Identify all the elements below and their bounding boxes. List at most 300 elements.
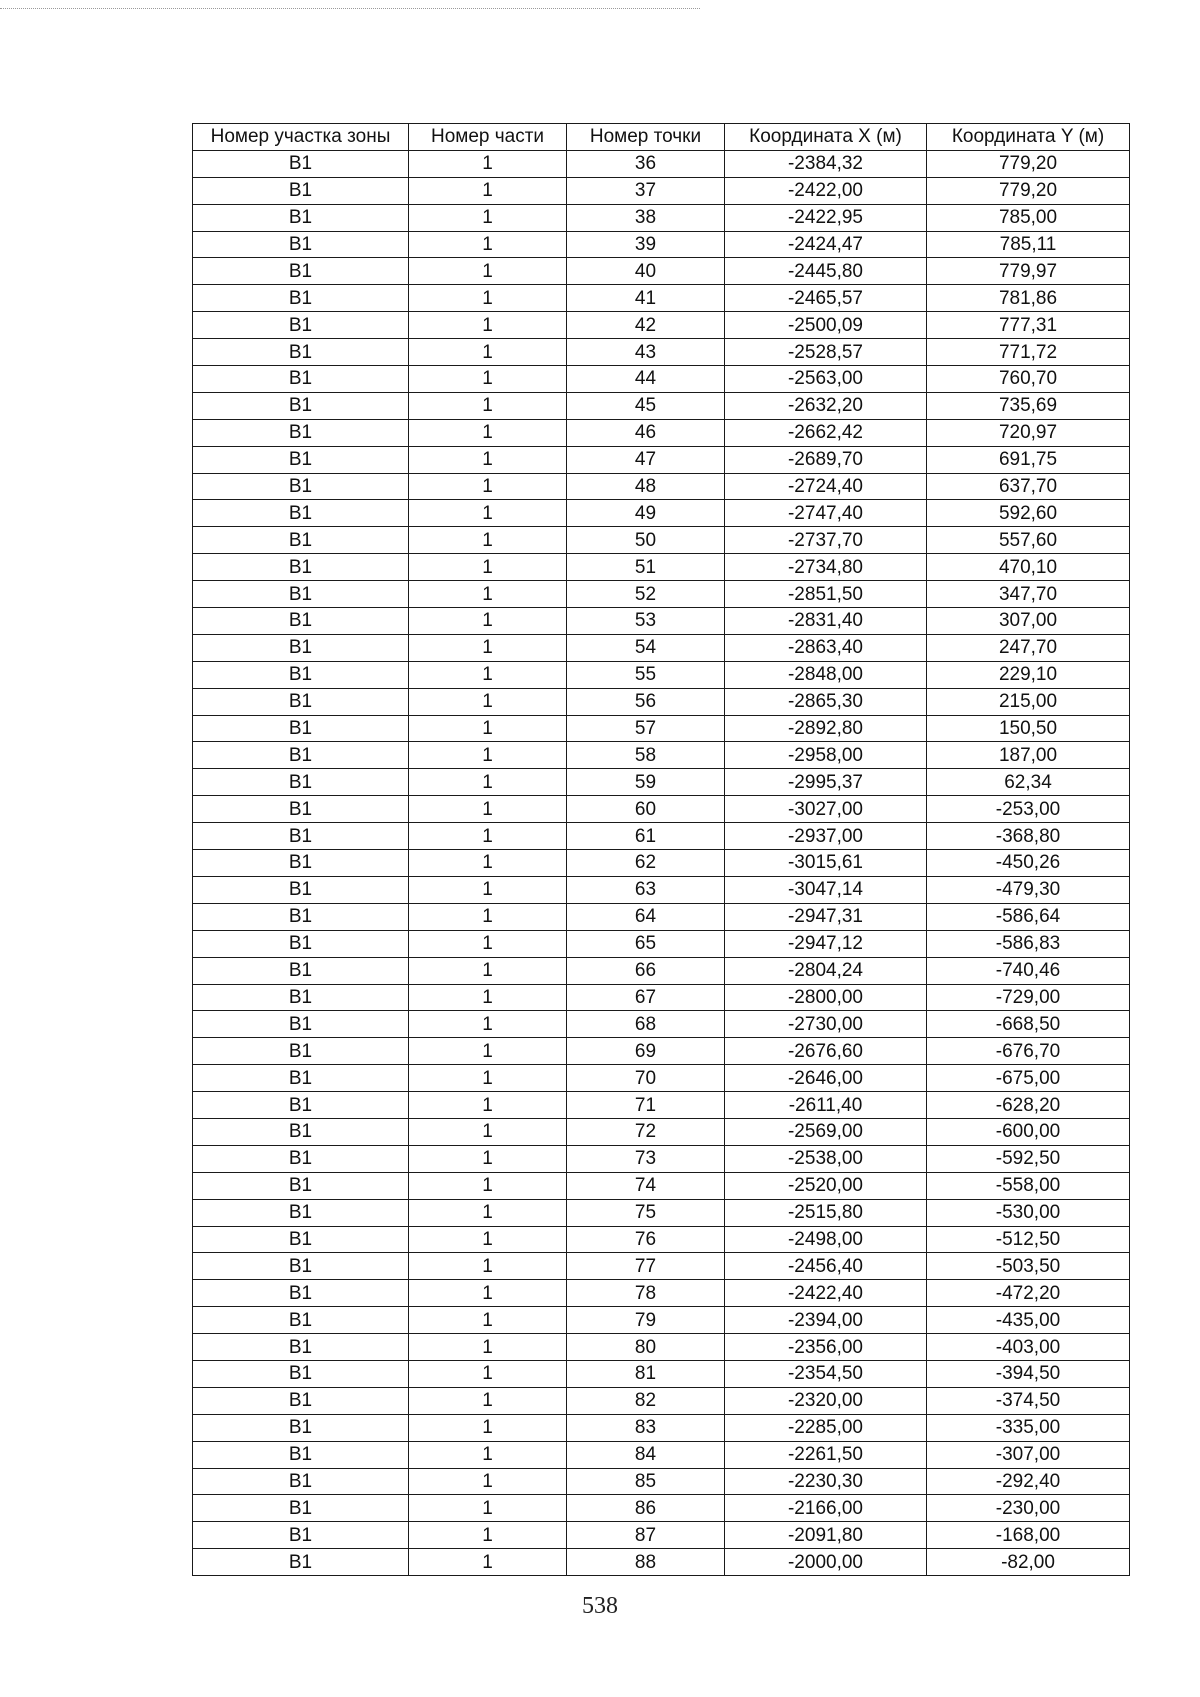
table-row	[193, 500, 1130, 527]
zone-section-cell: В1	[193, 1226, 409, 1253]
zone-section-cell: В1	[193, 984, 409, 1011]
zone-section-cell: В1	[193, 258, 409, 285]
part-number-cell: 1	[409, 339, 567, 366]
zone-section-cell: В1	[193, 392, 409, 419]
part-number-cell: 1	[409, 1226, 567, 1253]
point-number-cell: 43	[567, 339, 725, 366]
table-row	[193, 177, 1130, 204]
part-number-cell: 1	[409, 285, 567, 312]
coordinate-x-cell: -2000,00	[725, 1549, 927, 1576]
coordinate-y-cell: 785,11	[927, 231, 1130, 258]
coordinate-y-cell: 347,70	[927, 581, 1130, 608]
coordinate-x-cell: -3047,14	[725, 876, 927, 903]
part-number-cell: 1	[409, 984, 567, 1011]
part-number-cell: 1	[409, 1360, 567, 1387]
coordinate-x-cell: -2422,95	[725, 204, 927, 231]
point-number-cell: 66	[567, 957, 725, 984]
coordinate-y-cell: -503,50	[927, 1253, 1130, 1280]
coordinate-y-cell: -558,00	[927, 1172, 1130, 1199]
part-number-cell: 1	[409, 204, 567, 231]
part-number-cell: 1	[409, 823, 567, 850]
point-number-cell: 77	[567, 1253, 725, 1280]
point-number-cell: 57	[567, 715, 725, 742]
table-row	[193, 554, 1130, 581]
coordinate-x-cell: -2611,40	[725, 1092, 927, 1119]
table-row	[193, 231, 1130, 258]
part-number-cell: 1	[409, 1280, 567, 1307]
zone-section-cell: В1	[193, 903, 409, 930]
coordinate-y-cell: -168,00	[927, 1522, 1130, 1549]
zone-section-cell: В1	[193, 742, 409, 769]
table-row	[193, 150, 1130, 177]
coordinate-y-cell: -230,00	[927, 1495, 1130, 1522]
part-number-cell: 1	[409, 1145, 567, 1172]
table-row	[193, 1468, 1130, 1495]
part-number-cell: 1	[409, 715, 567, 742]
scan-edge-line	[0, 8, 700, 9]
table-row	[193, 876, 1130, 903]
table-row	[193, 688, 1130, 715]
coordinate-x-cell: -2937,00	[725, 823, 927, 850]
part-number-cell: 1	[409, 419, 567, 446]
part-number-cell: 1	[409, 1334, 567, 1361]
coordinate-y-cell: 779,97	[927, 258, 1130, 285]
coordinate-y-cell: -479,30	[927, 876, 1130, 903]
part-number-cell: 1	[409, 500, 567, 527]
zone-section-cell: В1	[193, 1495, 409, 1522]
zone-section-cell: В1	[193, 177, 409, 204]
point-number-cell: 54	[567, 634, 725, 661]
coordinate-y-cell: -394,50	[927, 1360, 1130, 1387]
coordinate-y-cell: -675,00	[927, 1065, 1130, 1092]
coordinate-y-cell: -472,20	[927, 1280, 1130, 1307]
point-number-cell: 62	[567, 850, 725, 877]
part-number-cell: 1	[409, 1307, 567, 1334]
table-row	[193, 769, 1130, 796]
coordinate-y-cell: -668,50	[927, 1011, 1130, 1038]
table-row	[193, 1172, 1130, 1199]
coordinate-x-cell: -2394,00	[725, 1307, 927, 1334]
table-row	[193, 527, 1130, 554]
coordinate-x-cell: -2166,00	[725, 1495, 927, 1522]
coordinate-x-cell: -2848,00	[725, 661, 927, 688]
part-number-cell: 1	[409, 1065, 567, 1092]
header-point-number: Номер точки	[567, 124, 725, 151]
coordinate-y-cell: 720,97	[927, 419, 1130, 446]
coordinate-y-cell: 307,00	[927, 608, 1130, 635]
zone-section-cell: В1	[193, 339, 409, 366]
zone-section-cell: В1	[193, 581, 409, 608]
point-number-cell: 39	[567, 231, 725, 258]
coordinate-x-cell: -2515,80	[725, 1199, 927, 1226]
coordinate-y-cell: -586,83	[927, 930, 1130, 957]
point-number-cell: 55	[567, 661, 725, 688]
point-number-cell: 70	[567, 1065, 725, 1092]
coordinate-y-cell: 470,10	[927, 554, 1130, 581]
zone-section-cell: В1	[193, 769, 409, 796]
part-number-cell: 1	[409, 473, 567, 500]
table-row	[193, 1522, 1130, 1549]
zone-section-cell: В1	[193, 796, 409, 823]
coordinate-x-cell: -2995,37	[725, 769, 927, 796]
coordinate-y-cell: -628,20	[927, 1092, 1130, 1119]
point-number-cell: 65	[567, 930, 725, 957]
table-row	[193, 930, 1130, 957]
part-number-cell: 1	[409, 446, 567, 473]
coordinate-x-cell: -2689,70	[725, 446, 927, 473]
part-number-cell: 1	[409, 1038, 567, 1065]
table-row	[193, 1226, 1130, 1253]
coordinate-x-cell: -2863,40	[725, 634, 927, 661]
coordinate-x-cell: -2734,80	[725, 554, 927, 581]
coordinate-x-cell: -2947,31	[725, 903, 927, 930]
point-number-cell: 41	[567, 285, 725, 312]
table-row	[193, 419, 1130, 446]
table-row	[193, 742, 1130, 769]
table-row	[193, 661, 1130, 688]
part-number-cell: 1	[409, 608, 567, 635]
table-row	[193, 1387, 1130, 1414]
coordinate-x-cell: -2724,40	[725, 473, 927, 500]
coordinate-y-cell: -403,00	[927, 1334, 1130, 1361]
header-part-number: Номер части	[409, 124, 567, 151]
coordinate-y-cell: 735,69	[927, 392, 1130, 419]
zone-section-cell: В1	[193, 312, 409, 339]
document-sheet	[192, 123, 1129, 1576]
table-row	[193, 1199, 1130, 1226]
coordinate-y-cell: 777,31	[927, 312, 1130, 339]
part-number-cell: 1	[409, 850, 567, 877]
part-number-cell: 1	[409, 796, 567, 823]
zone-section-cell: В1	[193, 688, 409, 715]
point-number-cell: 84	[567, 1441, 725, 1468]
coordinate-y-cell: -729,00	[927, 984, 1130, 1011]
part-number-cell: 1	[409, 957, 567, 984]
part-number-cell: 1	[409, 1199, 567, 1226]
part-number-cell: 1	[409, 1441, 567, 1468]
coordinate-y-cell: -435,00	[927, 1307, 1130, 1334]
table-row	[193, 796, 1130, 823]
zone-section-cell: В1	[193, 1334, 409, 1361]
table-row	[193, 1065, 1130, 1092]
zone-section-cell: В1	[193, 634, 409, 661]
coordinate-y-cell: -600,00	[927, 1118, 1130, 1145]
point-number-cell: 72	[567, 1118, 725, 1145]
part-number-cell: 1	[409, 366, 567, 393]
part-number-cell: 1	[409, 930, 567, 957]
coordinate-x-cell: -2520,00	[725, 1172, 927, 1199]
coordinate-y-cell: -82,00	[927, 1549, 1130, 1576]
coordinate-x-cell: -2285,00	[725, 1414, 927, 1441]
zone-section-cell: В1	[193, 1253, 409, 1280]
point-number-cell: 73	[567, 1145, 725, 1172]
point-number-cell: 47	[567, 446, 725, 473]
coordinate-x-cell: -2528,57	[725, 339, 927, 366]
coordinate-y-cell: 150,50	[927, 715, 1130, 742]
coordinate-x-cell: -2498,00	[725, 1226, 927, 1253]
coordinate-y-cell: -512,50	[927, 1226, 1130, 1253]
point-number-cell: 71	[567, 1092, 725, 1119]
coordinate-x-cell: -2892,80	[725, 715, 927, 742]
coordinate-x-cell: -2465,57	[725, 285, 927, 312]
coordinate-y-cell: 637,70	[927, 473, 1130, 500]
point-number-cell: 52	[567, 581, 725, 608]
zone-section-cell: В1	[193, 1280, 409, 1307]
zone-section-cell: В1	[193, 1549, 409, 1576]
zone-section-cell: В1	[193, 1199, 409, 1226]
point-number-cell: 44	[567, 366, 725, 393]
part-number-cell: 1	[409, 876, 567, 903]
part-number-cell: 1	[409, 903, 567, 930]
point-number-cell: 63	[567, 876, 725, 903]
part-number-cell: 1	[409, 1414, 567, 1441]
page-number: 538	[582, 1593, 618, 1619]
coordinate-x-cell: -3027,00	[725, 796, 927, 823]
point-number-cell: 60	[567, 796, 725, 823]
table-row	[193, 473, 1130, 500]
zone-section-cell: В1	[193, 1468, 409, 1495]
coordinate-y-cell: 779,20	[927, 177, 1130, 204]
part-number-cell: 1	[409, 769, 567, 796]
coordinate-y-cell: -292,40	[927, 1468, 1130, 1495]
table-row	[193, 1307, 1130, 1334]
zone-section-cell: В1	[193, 500, 409, 527]
part-number-cell: 1	[409, 1253, 567, 1280]
zone-section-cell: В1	[193, 1065, 409, 1092]
zone-section-cell: В1	[193, 554, 409, 581]
coordinate-y-cell: 781,86	[927, 285, 1130, 312]
point-number-cell: 79	[567, 1307, 725, 1334]
coordinate-x-cell: -2230,30	[725, 1468, 927, 1495]
part-number-cell: 1	[409, 1172, 567, 1199]
zone-section-cell: В1	[193, 150, 409, 177]
point-number-cell: 59	[567, 769, 725, 796]
point-number-cell: 75	[567, 1199, 725, 1226]
coordinate-x-cell: -2730,00	[725, 1011, 927, 1038]
zone-section-cell: В1	[193, 608, 409, 635]
coordinate-x-cell: -2445,80	[725, 258, 927, 285]
coordinate-y-cell: -586,64	[927, 903, 1130, 930]
zone-section-cell: В1	[193, 231, 409, 258]
point-number-cell: 83	[567, 1414, 725, 1441]
table-row	[193, 446, 1130, 473]
table-row	[193, 1549, 1130, 1576]
coordinate-x-cell: -2737,70	[725, 527, 927, 554]
table-row	[193, 312, 1130, 339]
point-number-cell: 46	[567, 419, 725, 446]
point-number-cell: 36	[567, 150, 725, 177]
coordinate-x-cell: -2851,50	[725, 581, 927, 608]
zone-section-cell: В1	[193, 1118, 409, 1145]
table-row	[193, 1414, 1130, 1441]
table-row	[193, 903, 1130, 930]
coordinate-y-cell: -676,70	[927, 1038, 1130, 1065]
coordinate-x-cell: -2958,00	[725, 742, 927, 769]
zone-section-cell: В1	[193, 366, 409, 393]
coordinate-y-cell: -253,00	[927, 796, 1130, 823]
coordinate-y-cell: 771,72	[927, 339, 1130, 366]
table-row	[193, 204, 1130, 231]
point-number-cell: 48	[567, 473, 725, 500]
table-row	[193, 1011, 1130, 1038]
part-number-cell: 1	[409, 1468, 567, 1495]
coordinate-y-cell: -592,50	[927, 1145, 1130, 1172]
coordinate-y-cell: 247,70	[927, 634, 1130, 661]
table-row	[193, 608, 1130, 635]
point-number-cell: 74	[567, 1172, 725, 1199]
coordinate-x-cell: -2676,60	[725, 1038, 927, 1065]
table-row	[193, 1145, 1130, 1172]
part-number-cell: 1	[409, 1549, 567, 1576]
point-number-cell: 61	[567, 823, 725, 850]
header-coordinate-y: Координата Y (м)	[927, 124, 1130, 151]
zone-section-cell: В1	[193, 823, 409, 850]
coordinate-y-cell: 592,60	[927, 500, 1130, 527]
table-header-row	[193, 124, 1130, 151]
coordinate-x-cell: -2424,47	[725, 231, 927, 258]
point-number-cell: 81	[567, 1360, 725, 1387]
point-number-cell: 45	[567, 392, 725, 419]
coordinate-y-cell: 760,70	[927, 366, 1130, 393]
header-coordinate-x: Координата X (м)	[725, 124, 927, 151]
coordinate-x-cell: -2354,50	[725, 1360, 927, 1387]
coordinate-x-cell: -2831,40	[725, 608, 927, 635]
part-number-cell: 1	[409, 1522, 567, 1549]
point-number-cell: 50	[567, 527, 725, 554]
coordinate-x-cell: -2500,09	[725, 312, 927, 339]
zone-section-cell: В1	[193, 661, 409, 688]
zone-section-cell: В1	[193, 1092, 409, 1119]
table-row	[193, 1334, 1130, 1361]
table-row	[193, 1441, 1130, 1468]
coordinate-y-cell: 779,20	[927, 150, 1130, 177]
coordinate-x-cell: -2569,00	[725, 1118, 927, 1145]
coordinate-y-cell: 691,75	[927, 446, 1130, 473]
table-row	[193, 823, 1130, 850]
coordinate-y-cell: -450,26	[927, 850, 1130, 877]
table-row	[193, 957, 1130, 984]
point-number-cell: 38	[567, 204, 725, 231]
table-row	[193, 1360, 1130, 1387]
coordinate-x-cell: -2662,42	[725, 419, 927, 446]
coordinate-y-cell: 62,34	[927, 769, 1130, 796]
coordinate-y-cell: -335,00	[927, 1414, 1130, 1441]
coordinate-x-cell: -2865,30	[725, 688, 927, 715]
zone-section-cell: В1	[193, 876, 409, 903]
coordinate-x-cell: -2261,50	[725, 1441, 927, 1468]
zone-section-cell: В1	[193, 473, 409, 500]
point-number-cell: 78	[567, 1280, 725, 1307]
part-number-cell: 1	[409, 554, 567, 581]
point-number-cell: 86	[567, 1495, 725, 1522]
table-row	[193, 258, 1130, 285]
table-row	[193, 984, 1130, 1011]
coordinate-y-cell: -307,00	[927, 1441, 1130, 1468]
zone-section-cell: В1	[193, 1414, 409, 1441]
part-number-cell: 1	[409, 231, 567, 258]
coordinate-x-cell: -2422,40	[725, 1280, 927, 1307]
zone-section-cell: В1	[193, 1522, 409, 1549]
part-number-cell: 1	[409, 661, 567, 688]
table-row	[193, 366, 1130, 393]
part-number-cell: 1	[409, 688, 567, 715]
coordinate-y-cell: 785,00	[927, 204, 1130, 231]
coordinate-y-cell: -530,00	[927, 1199, 1130, 1226]
part-number-cell: 1	[409, 312, 567, 339]
header-zone-section: Номер участка зоны	[193, 124, 409, 151]
part-number-cell: 1	[409, 634, 567, 661]
coordinate-x-cell: -2646,00	[725, 1065, 927, 1092]
point-number-cell: 67	[567, 984, 725, 1011]
point-number-cell: 85	[567, 1468, 725, 1495]
coordinate-x-cell: -2563,00	[725, 366, 927, 393]
table-row	[193, 1280, 1130, 1307]
table-row	[193, 285, 1130, 312]
zone-section-cell: В1	[193, 1441, 409, 1468]
part-number-cell: 1	[409, 581, 567, 608]
table-row	[193, 1495, 1130, 1522]
zone-section-cell: В1	[193, 204, 409, 231]
coordinate-y-cell: -368,80	[927, 823, 1130, 850]
coordinate-y-cell: 215,00	[927, 688, 1130, 715]
table-row	[193, 1253, 1130, 1280]
zone-section-cell: В1	[193, 1360, 409, 1387]
coordinate-x-cell: -2456,40	[725, 1253, 927, 1280]
coordinate-y-cell: -740,46	[927, 957, 1130, 984]
point-number-cell: 82	[567, 1387, 725, 1414]
table-row	[193, 339, 1130, 366]
point-number-cell: 69	[567, 1038, 725, 1065]
coordinate-x-cell: -2091,80	[725, 1522, 927, 1549]
point-number-cell: 68	[567, 1011, 725, 1038]
zone-section-cell: В1	[193, 1145, 409, 1172]
zone-section-cell: В1	[193, 285, 409, 312]
coordinate-y-cell: 557,60	[927, 527, 1130, 554]
part-number-cell: 1	[409, 150, 567, 177]
part-number-cell: 1	[409, 742, 567, 769]
part-number-cell: 1	[409, 1011, 567, 1038]
zone-section-cell: В1	[193, 957, 409, 984]
coordinate-x-cell: -2632,20	[725, 392, 927, 419]
coordinate-x-cell: -2747,40	[725, 500, 927, 527]
table-row	[193, 1092, 1130, 1119]
point-number-cell: 87	[567, 1522, 725, 1549]
coordinate-x-cell: -2538,00	[725, 1145, 927, 1172]
point-number-cell: 76	[567, 1226, 725, 1253]
table-row	[193, 392, 1130, 419]
part-number-cell: 1	[409, 527, 567, 554]
part-number-cell: 1	[409, 1495, 567, 1522]
point-number-cell: 58	[567, 742, 725, 769]
point-number-cell: 64	[567, 903, 725, 930]
point-number-cell: 51	[567, 554, 725, 581]
coordinate-x-cell: -2356,00	[725, 1334, 927, 1361]
point-number-cell: 40	[567, 258, 725, 285]
coordinate-x-cell: -2800,00	[725, 984, 927, 1011]
zone-section-cell: В1	[193, 1387, 409, 1414]
zone-section-cell: В1	[193, 419, 409, 446]
table-row	[193, 581, 1130, 608]
coordinate-x-cell: -2804,24	[725, 957, 927, 984]
table-row	[193, 634, 1130, 661]
table-row	[193, 1038, 1130, 1065]
zone-section-cell: В1	[193, 1038, 409, 1065]
part-number-cell: 1	[409, 177, 567, 204]
point-number-cell: 56	[567, 688, 725, 715]
table-row	[193, 715, 1130, 742]
point-number-cell: 53	[567, 608, 725, 635]
point-number-cell: 88	[567, 1549, 725, 1576]
